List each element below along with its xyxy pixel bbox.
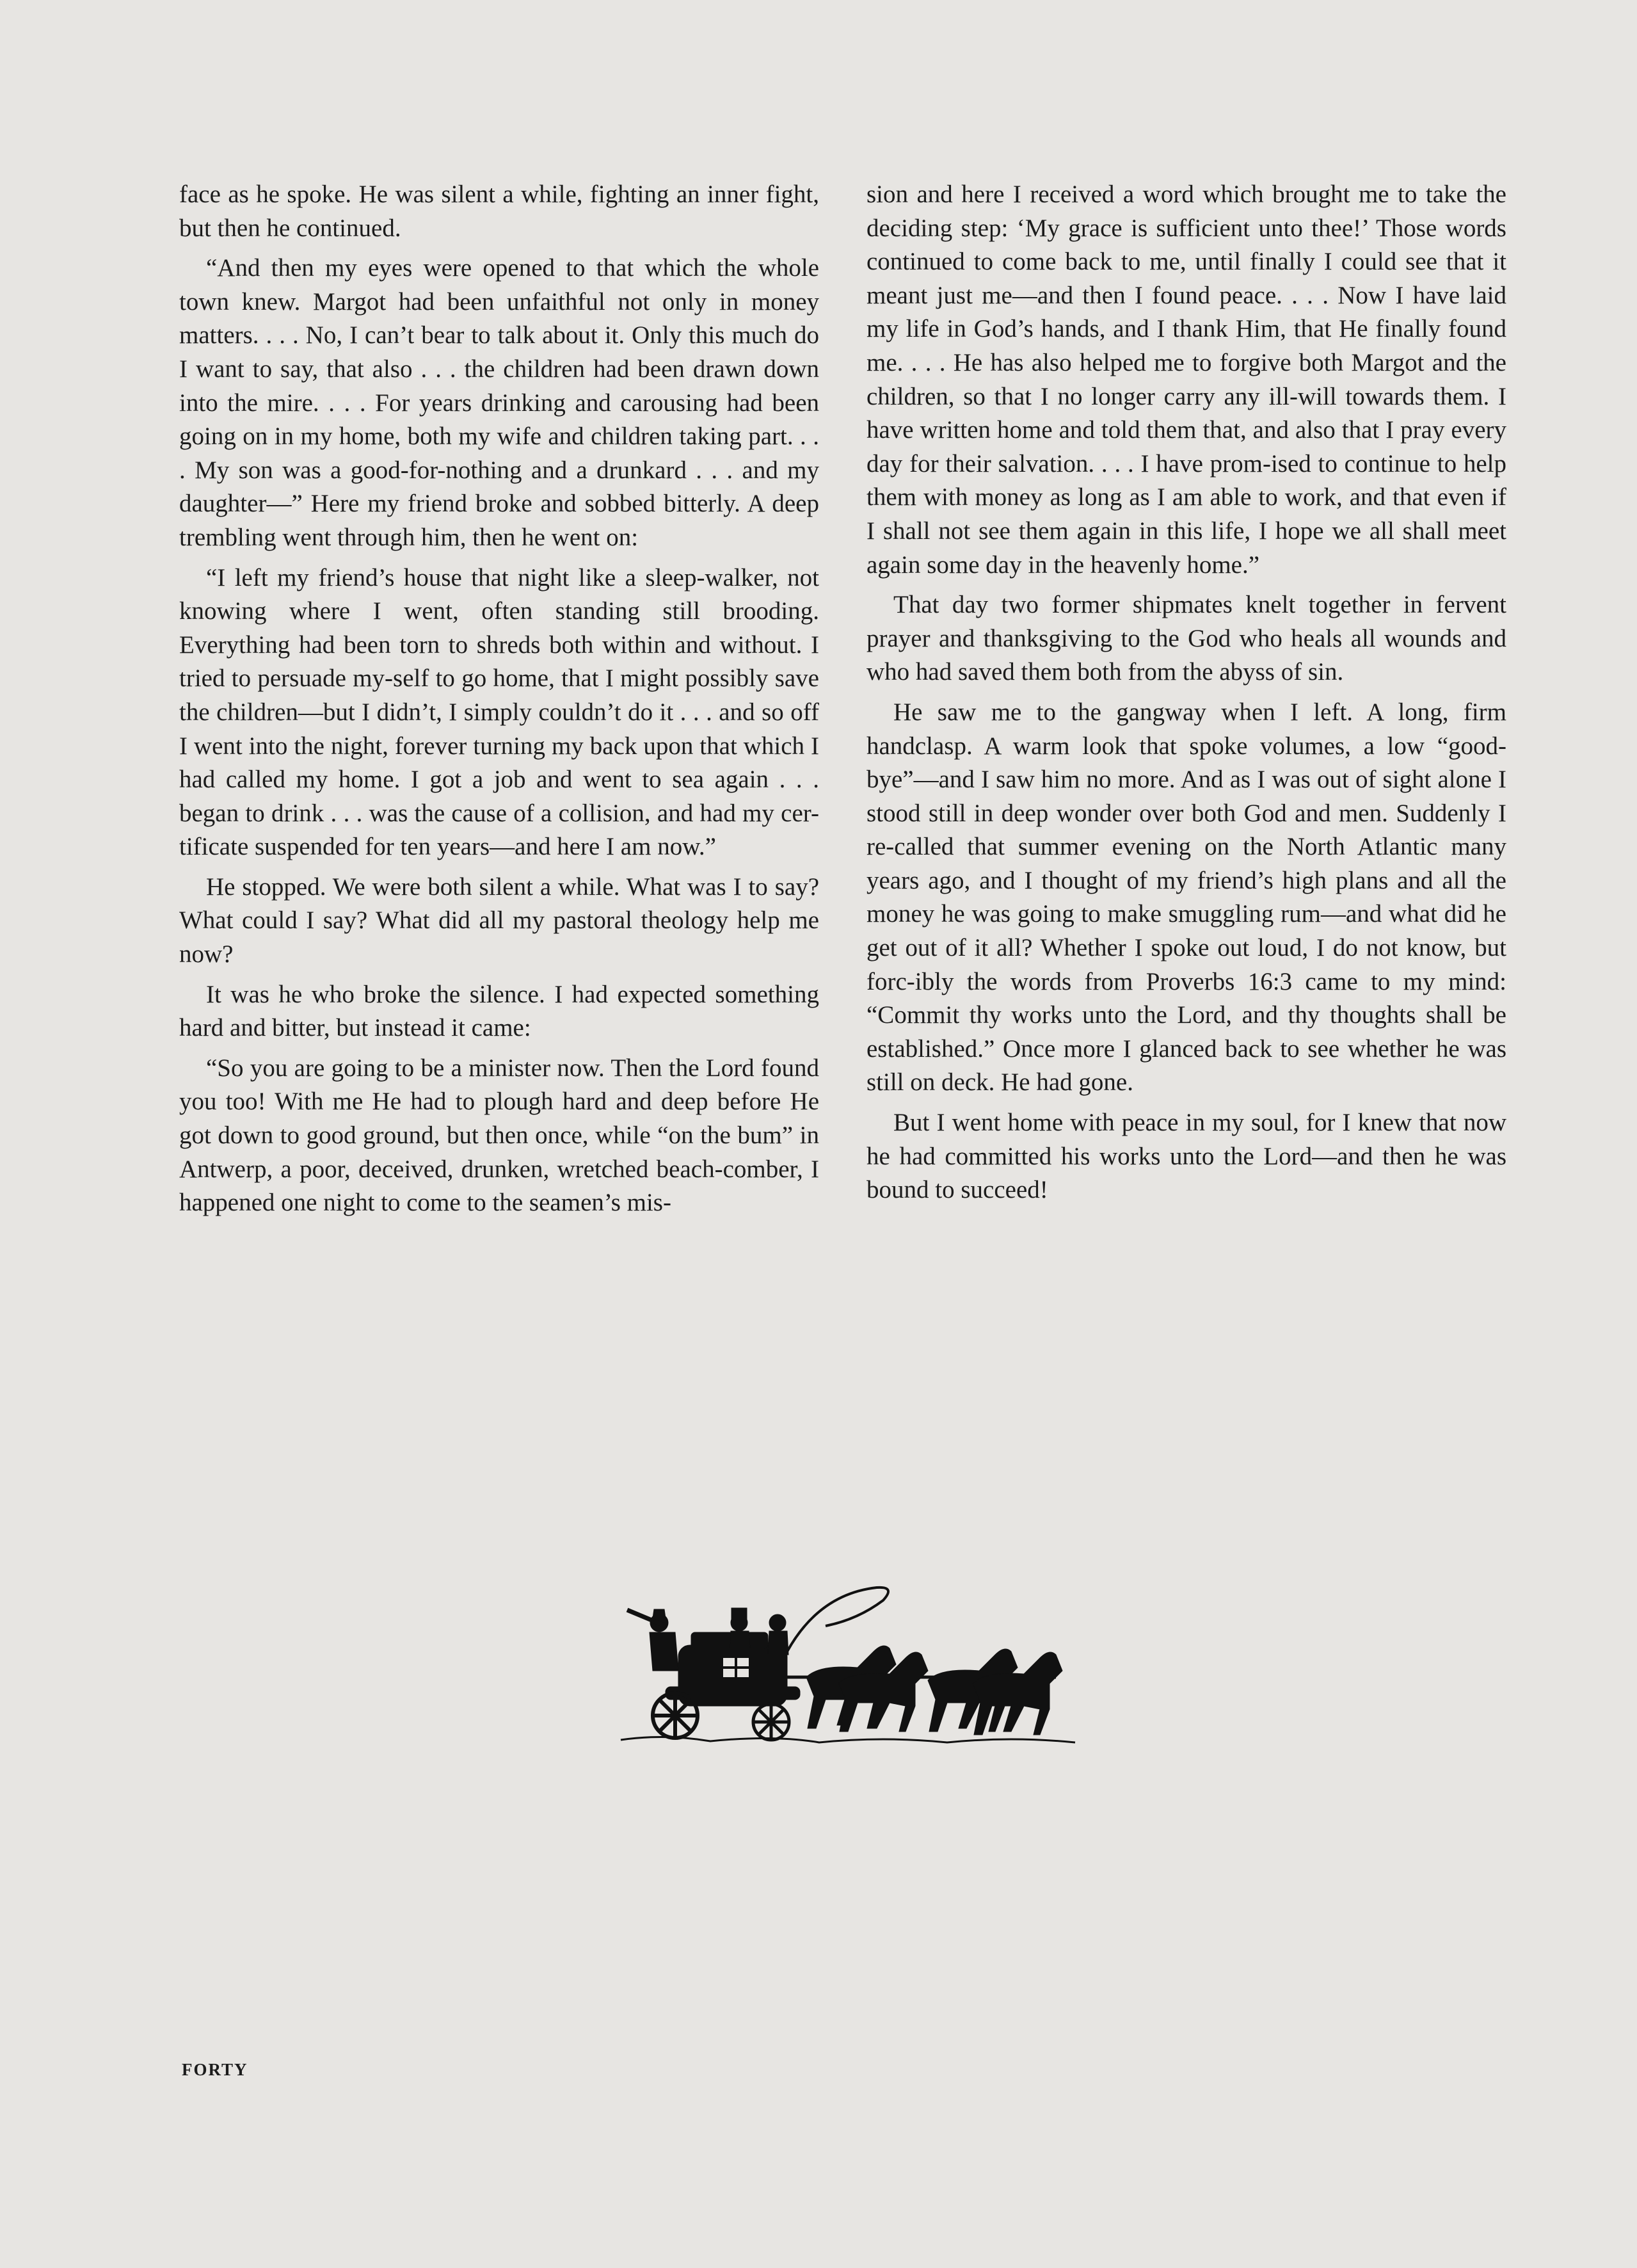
page-number: FORTY — [182, 2060, 248, 2079]
left-column — [179, 178, 819, 1226]
right-column — [866, 178, 1506, 1214]
paragraph: He saw me to the gangway when I left. A long, firm handclasp. A warm look that spoke volumes, a low “good-bye”—and I saw him no more. And as I was out of sight alone I stood still in deep wonder over both God and men. Suddenly I re-called that summer evening on the North Atlantic many years ago, and I thought of my friend’s high plans and all the money he was going to make smuggling rum—and what did he get out of it all? Whether I spoke out loud, I do not know, but forc-ibly the words from Proverbs 16:3 came to my mind: “Commit thy works unto the Lord, and thy thoughts shall be established.” Once more I glanced back to see whether he was still on deck. He had gone. — [866, 698, 1506, 1097]
whip — [787, 1588, 888, 1652]
rear-wheel — [653, 1693, 698, 1738]
front-wheel — [753, 1704, 789, 1740]
paragraph: face as he spoke. He was silent a while, fighting an inner fight, but then he continued. — [179, 181, 819, 242]
ground — [621, 1737, 1075, 1742]
paragraph: It was he who broke the silence. I had expected something hard and bitter, but instead it came: — [179, 980, 819, 1042]
paragraph: “So you are going to be a minister now. Then the Lord found you too! With me He had to plough hard and deep before He got down to good ground, but then once, while “on the bum” in Antwerp, a poor, deceived, drunken, wretched beach-comber, I happened one night to come to the seamen’s mis- — [179, 1054, 819, 1217]
paragraph: But I went home with peace in my soul, for I knew that now he had committed his works unto the Lord—and then he was bound to succeed! — [866, 1109, 1506, 1204]
stagecoach-illustration — [614, 1581, 1107, 1754]
paragraph: He stopped. We were both silent a while. What was I to say? What could I say? What did all my pastoral theology help me now? — [179, 873, 819, 969]
paragraph: That day two former shipmates knelt together in fervent prayer and thanksgiving to the God who heals all wounds and who had saved them both from the abyss of sin. — [866, 591, 1506, 686]
paragraph: “And then my eyes were opened to that which the whole town knew. Margot had been unfaithful not only in money matters. . . . No, I can’t bear to talk about it. Only this much do I want to say, that also . . . the children had been drawn down into the mire. . . . For years drinking and carousing had been going on in my home, both my wife and children taking part. . . . My son was a good-for-nothing and a drunkard . . . and my daughter—” Here my friend broke and sobbed bitterly. A deep trembling went through him, then he went on: — [179, 254, 819, 551]
paragraph: “I left my friend’s house that night like a sleep-walker, not knowing where I went, often standing still brooding. Everything had been torn to shreds both within and without. I tried to persuade my-self to go home, that I might possibly save the children—but I didn’t, I simply couldn’t do it . . . and so off I went into the night, forever turning my back upon that which I had called my home. I got a job and went to sea again . . . began to drink . . . was the cause of a collision, and had my cer-tificate suspended for ten years—and here I am now.” — [179, 563, 819, 861]
horses — [806, 1646, 1062, 1735]
paragraph: sion and here I received a word which brought me to take the deciding step: ‘My grace is sufficient unto thee!’ Those words continued to come back to me, until finally I could see that it meant just me—and then I found peace. . . . Now I have laid my life in God’s hands, and I thank Him, that He finally found me. . . . He has also helped me to forgive both Margot and the children, so that I no longer carry any ill-will towards them. I have written home and told them that, and also that I pray every day for their salvation. . . . I have prom-ised to continue to help them with money as long as I am able to work, and that even if I shall not see them again in this life, I hope we all shall meet again some day in the heavenly home.” — [866, 181, 1506, 579]
